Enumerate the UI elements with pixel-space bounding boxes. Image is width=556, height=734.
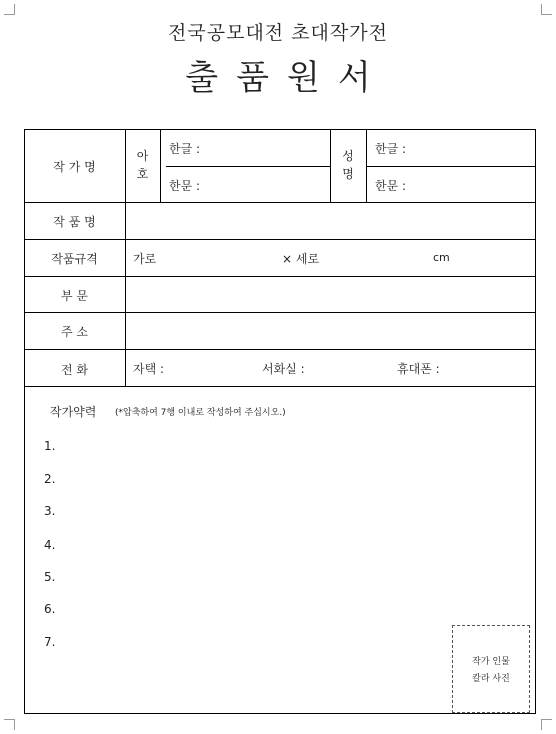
work-title-label: 작 품 명	[53, 215, 96, 229]
category-label: 부 문	[61, 289, 88, 303]
address-label: 주 소	[61, 325, 88, 339]
studio-phone-field[interactable]: 서화실 :	[262, 362, 305, 376]
real-name-hanja-field[interactable]: 한문 :	[375, 179, 407, 193]
category-field[interactable]	[126, 277, 535, 311]
phone-label: 전 화	[61, 363, 88, 377]
row-divider	[24, 239, 536, 240]
pen-name-hanja-field[interactable]: 한문 :	[169, 179, 201, 193]
pen-name-label: 아 호	[136, 149, 149, 181]
row-divider	[166, 166, 330, 167]
crop-mark-bottom-right	[541, 719, 552, 730]
address-field[interactable]	[126, 313, 535, 348]
real-name-hangul-field[interactable]: 한글 :	[375, 142, 407, 156]
document-title: 출품원서	[185, 58, 389, 98]
crop-mark-top-right	[541, 4, 552, 15]
career-note: (*압축하여 7행 이내로 작성하여 주십시오.)	[115, 408, 286, 418]
work-size-label: 작품규격	[51, 252, 98, 266]
column-divider	[366, 129, 367, 202]
size-width-field[interactable]: 가로	[133, 252, 157, 266]
career-item-5[interactable]: 5.	[44, 570, 56, 584]
artist-photo-box[interactable]	[452, 625, 530, 713]
career-item-4[interactable]: 4.	[44, 538, 56, 552]
size-unit-label: cm	[433, 251, 450, 264]
career-item-2[interactable]: 2.	[44, 472, 56, 486]
document-subtitle: 전국공모대전 초대작가전	[168, 22, 388, 44]
career-label: 작가약력	[50, 405, 97, 419]
career-item-1[interactable]: 1.	[44, 439, 56, 453]
pen-name-hangul-field[interactable]: 한글 :	[169, 142, 201, 156]
row-divider	[367, 166, 536, 167]
mobile-phone-field[interactable]: 휴대폰 :	[397, 362, 440, 376]
row-divider	[24, 349, 536, 350]
career-item-3[interactable]: 3.	[44, 504, 56, 518]
work-title-field[interactable]	[126, 203, 535, 238]
photo-caption: 작가 인물 칼라 사진	[472, 657, 510, 684]
size-height-field[interactable]: × 세로	[282, 252, 320, 266]
column-divider	[160, 129, 161, 202]
row-divider	[24, 386, 536, 387]
real-name-label: 성 명	[342, 149, 354, 181]
career-item-6[interactable]: 6.	[44, 602, 56, 616]
home-phone-field[interactable]: 자택 :	[133, 362, 165, 376]
crop-mark-bottom-left	[4, 719, 15, 730]
career-item-7[interactable]: 7.	[44, 635, 56, 649]
artist-name-label: 작 가 명	[53, 160, 96, 174]
crop-mark-top-left	[4, 4, 15, 15]
